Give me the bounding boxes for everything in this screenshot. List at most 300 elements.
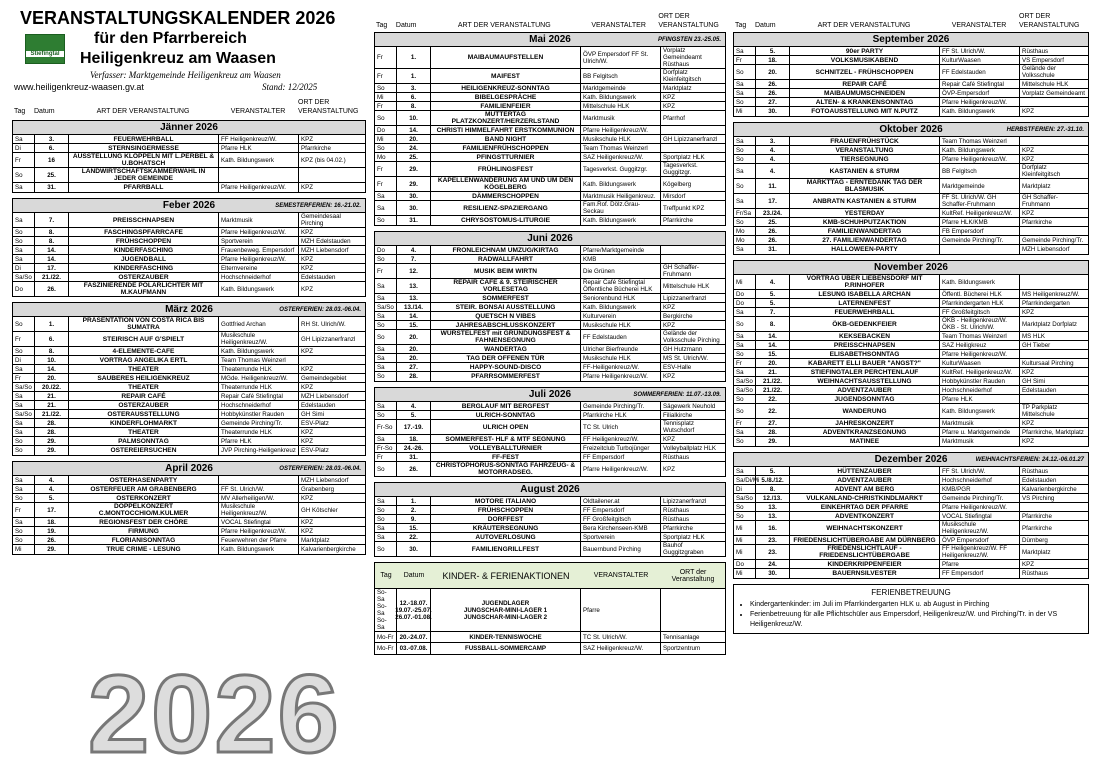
cell-veranstalter: MGde. Heiligenkreuz/W.	[219, 374, 299, 382]
cell-datum: 20.	[397, 354, 431, 362]
table-row	[375, 279, 725, 294]
cell-ort: Pfarrkirche	[663, 524, 693, 532]
table-row	[734, 299, 1088, 308]
cell-tag: So	[375, 321, 397, 329]
cell-art: PFINGSTTURNIER	[431, 153, 581, 161]
cell-art: CHRYSOSTOMUS-LITURGIE	[431, 216, 581, 225]
cell-datum: 5.	[756, 47, 790, 55]
cell-ort: KPZ	[301, 135, 314, 143]
cell-ort: KPZ	[663, 102, 676, 110]
table-row	[375, 444, 725, 453]
cell-tag: Mi	[734, 107, 756, 116]
subtitle-2: Heiligenkreuz am Waasen	[80, 50, 276, 67]
month-header	[13, 121, 365, 135]
cell-tag: Mo	[734, 227, 756, 235]
month-header	[734, 261, 1088, 275]
cell-art: STEIR. BONSAI AUSSTELLUNG	[431, 303, 581, 311]
cell-veranstalter: Pfarre u. Marktgemeinde	[940, 428, 1020, 436]
month-block	[374, 482, 726, 557]
cell-datum: 3.	[35, 135, 69, 143]
cell-art: VOLKSMUSIKABEND	[790, 56, 940, 64]
table-row	[734, 317, 1088, 332]
cell-tag: So	[734, 503, 756, 511]
table-row	[375, 372, 725, 381]
cell-ort: Pfarrkirche	[1022, 218, 1052, 226]
table-row	[13, 347, 365, 356]
cell-datum: 13./14.	[397, 303, 431, 311]
table-row	[734, 437, 1088, 446]
table-row	[13, 213, 365, 228]
cell-ort: GH Lipizzanerfranzl	[301, 335, 356, 343]
table-row	[734, 359, 1088, 368]
cell-ort: Dorfplatz Kleinfeitgitsch	[663, 69, 702, 83]
cell-tag: Sa	[375, 279, 397, 293]
cell-ort	[299, 356, 365, 364]
cell-art: BIBELGESPRÄCHE	[431, 93, 581, 101]
cell-art: TAG DER OFFENEN TÜR	[431, 354, 581, 362]
cell-tag: Mi	[734, 275, 756, 289]
cell-veranstalter: Sportverein	[581, 533, 661, 541]
cell-veranstalter: TC St. Ulrich/W.	[581, 632, 661, 642]
cell-datum: 24.	[397, 144, 431, 152]
cell-art: ADVENTZAUBER	[790, 476, 940, 484]
cell-datum: 3.	[397, 84, 431, 92]
cell-art: FLORIANISONNTAG	[69, 536, 219, 544]
cell-veranstalter: Gottfried Archan	[219, 317, 299, 331]
cell-art: FF-FEST	[431, 453, 581, 461]
table-row	[375, 93, 725, 102]
cell-datum: 29.	[35, 545, 69, 554]
cell-tag: Fr	[375, 102, 397, 110]
table-row	[375, 321, 725, 330]
table-row	[734, 485, 1088, 494]
cell-ort: TP Parkplatz Mittelschule	[1022, 404, 1058, 418]
cell-veranstalter: MV Allerheiligen/W.	[219, 494, 299, 502]
cell-ort: Marktplatz	[1022, 548, 1051, 556]
cell-veranstalter: Elternvereine	[219, 264, 299, 272]
cell-ort	[1020, 503, 1088, 511]
cell-veranstalter: Kath. Bildungswerk	[940, 275, 1020, 289]
cell-tag: Sa	[375, 192, 397, 200]
cell-ort: Edelstauden	[301, 273, 336, 281]
cell-ort	[661, 589, 725, 631]
month-header	[375, 33, 725, 47]
cell-ort: Vorplatz Gemeindeamt	[1022, 89, 1085, 97]
cell-veranstalter: Seniorenbund HLK	[581, 294, 661, 302]
cell-art: KMB-SCHUHPUTZAKTION	[790, 218, 940, 226]
cell-datum: 5.	[35, 494, 69, 502]
cell-veranstalter: Die Grünen	[581, 264, 661, 278]
cell-art: FRÜHLINGSFEST	[431, 162, 581, 176]
cell-art: DOPPELKONZERT C.MONTOCCHIO/M.KULMER	[69, 503, 219, 517]
table-row	[375, 533, 725, 542]
cell-tag: Fr	[734, 56, 756, 64]
cell-tag: Fr	[375, 69, 397, 83]
table-row	[13, 428, 365, 437]
cell-datum: 26.	[756, 89, 790, 97]
cell-veranstalter: Kath. Bildungswerk	[940, 404, 1020, 418]
big-year-2026: 2026	[88, 653, 341, 776]
cell-datum: 10.	[35, 356, 69, 364]
cell-art: KASTANIEN & STURM	[790, 164, 940, 178]
cell-tag: Sa	[13, 476, 35, 484]
cell-art: FOTOAUSSTELLUNG MIT N.PUTZ	[790, 107, 940, 116]
cell-art: FEUERWEHRBALL	[69, 135, 219, 143]
cell-ort: GH Tieber	[1022, 341, 1051, 349]
month-title: Juni 2026	[527, 233, 573, 244]
cell-veranstalter: Frauenbeweg. Empersdorf	[219, 246, 299, 254]
table-row	[13, 264, 365, 273]
cell-datum: 1.	[397, 69, 431, 83]
cell-tag: Sa/So	[13, 273, 35, 281]
cell-datum: 30.	[397, 192, 431, 200]
cell-datum: 5.	[756, 467, 790, 475]
cell-art: REPAIR CAFÉ	[69, 392, 219, 400]
cell-datum: 31.	[397, 216, 431, 225]
cell-veranstalter: Marktgemeinde	[581, 84, 661, 92]
cell-ort: Sportplatz HLK	[663, 533, 705, 541]
cell-veranstalter: Theaterrunde HLK	[219, 428, 299, 436]
cell-datum: 29.	[35, 446, 69, 455]
cell-datum: 5./8./12.	[756, 476, 790, 484]
cell-veranstalter: BB Felgitsch	[581, 69, 661, 83]
month-header	[375, 388, 725, 402]
cell-veranstalter: Musikschule Heiligenkreuz/W.	[219, 503, 299, 517]
month-block	[733, 122, 1089, 255]
cell-ort	[299, 168, 365, 182]
cell-veranstalter: KultRef. Heiligenkreuz/W.	[940, 209, 1020, 217]
cell-tag: Sa	[375, 354, 397, 362]
cell-veranstalter: Theaterrunde HLK	[219, 383, 299, 391]
cell-datum: 5.	[756, 290, 790, 298]
cell-art: SOMMERFEST	[431, 294, 581, 302]
cell-veranstalter: Musikschule HLK	[581, 354, 661, 362]
table-row	[734, 194, 1088, 209]
cell-ort	[1020, 350, 1088, 358]
cell-ort: Pfarrkindergarten	[1022, 299, 1070, 307]
cell-veranstalter: KMB/PGR	[940, 485, 1020, 493]
table-row	[13, 503, 365, 518]
month-header	[734, 33, 1088, 47]
table-row	[13, 255, 365, 264]
cell-tag: Fr	[375, 162, 397, 176]
cell-ort: Pfarrkirche	[1022, 512, 1052, 520]
cell-datum: 30.	[397, 542, 431, 556]
cell-datum: 30.	[756, 569, 790, 578]
cell-tag: Sa	[375, 363, 397, 371]
cell-ort: Gemeindegebiet	[301, 374, 347, 382]
cell-datum: 11.	[756, 179, 790, 193]
cell-veranstalter: Oldtailener.at	[581, 497, 661, 505]
cell-datum: 17.	[756, 194, 790, 208]
cell-veranstalter: Pfarre Heiligenkreuz/W.	[219, 255, 299, 263]
kinder-row	[375, 643, 725, 654]
ferienbetreuung-title: FERIENBETREUUNG	[871, 588, 951, 597]
cell-datum: 13.	[756, 512, 790, 520]
cell-datum: 7.	[35, 213, 69, 227]
cell-datum: 26.	[35, 282, 69, 296]
cell-veranstalter: VOCAL Stiefingtal	[219, 518, 299, 526]
cell-art: JAHRESABSCHLUSSKONZERT	[431, 321, 581, 329]
cell-art: LANDWIRTSCHAFTSKAMMERWAHL IN JEDER GEMEINDE	[69, 168, 219, 182]
cell-art: PRÄSENTATION VON COSTA RICA BIS SUMATRA	[69, 317, 219, 331]
cell-art: OSTERKONZERT	[69, 494, 219, 502]
table-row	[734, 89, 1088, 98]
cell-datum: 03.-07.08.	[397, 643, 431, 654]
cell-veranstalter: Gemeinde Pirching/Tr.	[219, 419, 299, 427]
cell-ort: KPZ	[1022, 146, 1035, 154]
cell-art: OSTERZAUBER	[69, 273, 219, 281]
cell-tag: Do	[375, 246, 397, 254]
table-row	[375, 135, 725, 144]
cell-veranstalter: FF Heiligenkreuz/W. FF Heiligenkreuz/W.	[940, 545, 1020, 559]
month-title: Jänner 2026	[160, 122, 218, 133]
cell-veranstalter: Kath. Bildungswerk	[581, 216, 661, 225]
table-row	[13, 317, 365, 332]
cell-ort: KPZ	[1022, 209, 1035, 217]
cell-veranstalter: Kath. Bildungswerk	[219, 153, 299, 167]
cell-tag: So	[734, 317, 756, 331]
cell-tag: So	[734, 437, 756, 446]
month-title: Juli 2026	[528, 389, 572, 400]
cell-datum: 31.	[397, 453, 431, 461]
cell-ort: KPZ	[663, 321, 676, 329]
cell-veranstalter: Pfarre	[581, 589, 661, 631]
cell-veranstalter: FF-Heiligenkreuz/W.	[581, 363, 661, 371]
cell-veranstalter: VOCAL Stiefingtal	[940, 512, 1020, 520]
cell-datum: 4.	[756, 146, 790, 154]
cell-datum: 23.	[756, 545, 790, 559]
table-row	[734, 209, 1088, 218]
cell-tag: Sa	[734, 164, 756, 178]
cell-datum: 20.	[35, 374, 69, 382]
cell-ort: Pfarrkirche, Marktplatz	[1022, 428, 1084, 436]
cell-tag: Fr	[13, 332, 35, 346]
cell-ort: KPZ	[301, 264, 314, 272]
cell-tag: Sa/So	[734, 386, 756, 394]
cell-veranstalter: KulturWaasen	[940, 56, 1020, 64]
cell-art: ELISABETHSONNTAG	[790, 350, 940, 358]
cell-tag: Fr	[375, 47, 397, 68]
cell-veranstalter: Hobbykünstler Rauden	[219, 410, 299, 418]
cell-veranstalter: Musikschule Heiligenkreuz/W.	[940, 521, 1020, 535]
cell-veranstalter: FF Heiligenkreuz/W.	[219, 135, 299, 143]
cell-art: REPAIR CAFÉ	[790, 80, 940, 88]
cell-veranstalter: Gemeinde Pirching/Tr.	[940, 494, 1020, 502]
cell-tag: Sa	[375, 524, 397, 532]
cell-datum: 15.	[397, 524, 431, 532]
cell-datum: 20.	[397, 330, 431, 344]
cell-tag: Fr	[734, 419, 756, 427]
cell-datum: 14.	[35, 255, 69, 263]
cell-tag: Sa	[375, 497, 397, 505]
table-row	[375, 515, 725, 524]
cell-datum: 3.	[756, 137, 790, 145]
cell-veranstalter: Ulricher Bierfreunde	[581, 345, 661, 353]
cell-art: FAMILIENFEIER	[431, 102, 581, 110]
cell-art: FRONLEICHNAM UMZUG/KIRTAG	[431, 246, 581, 254]
cell-veranstalter: ÖVP Empersdorf	[940, 536, 1020, 544]
cell-ort	[661, 126, 725, 134]
cell-art: JUGENDBALL	[69, 255, 219, 263]
cell-datum: 17.	[35, 503, 69, 517]
cell-datum: 29.	[756, 437, 790, 446]
cell-art: JUGENDLAGER JUNGSCHAR-MINI-LAGER 1 JUNGSCHAR-MINI-LAGER 2	[431, 589, 581, 631]
cell-ort: KPZ	[301, 228, 314, 236]
table-row	[734, 56, 1088, 65]
cell-ort: ESV-Halle	[663, 363, 692, 371]
page-title: VERANSTALTUNGSKALENDER 2026	[20, 8, 336, 28]
cell-art: WANDERUNG	[790, 404, 940, 418]
cell-tag: Sa/So	[734, 494, 756, 502]
month-block	[733, 32, 1089, 117]
month-block	[12, 461, 366, 555]
cell-ort: KPZ	[301, 285, 314, 293]
cell-art: HAPPY-SOUND-DISCO	[431, 363, 581, 371]
cell-art: FAMILIENWANDERTAG	[790, 227, 940, 235]
cell-tag: Do	[375, 126, 397, 134]
cell-tag: Sa	[13, 213, 35, 227]
cell-tag: Mo-Fr	[375, 632, 397, 642]
cell-tag: Do	[734, 299, 756, 307]
stand-date: Stand: 12/2025	[262, 82, 318, 92]
month-block	[12, 198, 366, 297]
website-link[interactable]: www.heiligenkreuz-waasen.gv.at	[14, 82, 144, 92]
cell-ort: Sportplatz HLK	[663, 153, 705, 161]
table-row	[375, 264, 725, 279]
cell-datum: 8.	[756, 317, 790, 331]
cell-veranstalter: ÖKB - Heiligenkreuz/W. ÖKB - St. Ulrich/W.	[940, 317, 1020, 331]
cell-tag: So	[375, 111, 397, 125]
cell-veranstalter: Team Thomas Weinzerl	[219, 356, 299, 364]
table-row	[13, 383, 365, 392]
table-row	[375, 312, 725, 321]
cell-datum: 22.	[397, 533, 431, 541]
cell-veranstalter: Musikschule Heiligenkreuz/W.	[219, 332, 299, 346]
table-row	[375, 542, 725, 556]
cell-ort: Sägewerk Neuhold	[663, 402, 716, 410]
table-row	[734, 419, 1088, 428]
table-row	[734, 137, 1088, 146]
cell-art: PREISSCHNAPSEN	[69, 213, 219, 227]
ferienbetreuung-item: • Ferienbetreuung für alle Pflichtschüler aus Empersdorf, Heiligenkreuz/W. und Pirching/Tr. in der VS Heiligenkreuz/W.	[750, 610, 1082, 630]
cell-tag: Mo	[375, 153, 397, 161]
cell-ort: Lipizzanerfranzl	[663, 497, 707, 505]
table-row	[734, 395, 1088, 404]
cell-tag: So	[375, 372, 397, 381]
cell-tag: So	[734, 65, 756, 79]
cell-datum: 16.	[756, 521, 790, 535]
cell-ort: VS Pirching	[1022, 494, 1055, 502]
cell-datum: 12.	[397, 264, 431, 278]
table-row	[734, 107, 1088, 116]
cell-ort: Edelstauden	[1022, 386, 1057, 394]
cell-tag: Sa/Di/Mi	[736, 476, 760, 484]
cell-veranstalter: Marktmusik	[940, 437, 1020, 446]
cell-ort: Edelstauden	[1022, 476, 1057, 484]
cell-ort: GH Kötschler	[301, 506, 338, 514]
cell-tag: So	[13, 317, 35, 331]
ferien-note: WEIHNACHTSFERIEN: 24.12.-06.01.27	[975, 457, 1084, 463]
cell-ort: GH Schaffer-Fruhmann	[1022, 194, 1058, 208]
cell-art: LESUNG ISABELLA ARCHAN	[790, 290, 940, 298]
cell-veranstalter: ÖVP Empersdorf FF St. Ulrich/W.	[581, 47, 661, 68]
cell-veranstalter: Gemeinde Pirching/Tr.	[581, 402, 661, 410]
cell-tag: So	[734, 218, 756, 226]
subtitle-1: für den Pfarrbereich	[94, 30, 247, 47]
cell-veranstalter: JVP Pirching-Heiligenkreuz	[219, 446, 299, 455]
cell-veranstalter: Repair Café Stiefingtal	[219, 392, 299, 400]
cell-tag: So	[375, 144, 397, 152]
cell-datum: 30.	[397, 201, 431, 215]
cell-ort: KPZ	[1022, 108, 1035, 115]
cell-tag: So	[734, 395, 756, 403]
author: Verfasser: Marktgemeinde Heiligenkreuz am Waasen	[90, 70, 281, 80]
cell-tag: Sa	[375, 201, 397, 215]
table-row	[375, 177, 725, 192]
cell-ort	[1020, 98, 1088, 106]
cell-datum: 7.	[756, 308, 790, 316]
cell-ort: Marktplatz	[663, 84, 692, 92]
cell-ort: KPZ	[301, 383, 314, 391]
cell-veranstalter: Kath. Bildungswerk	[581, 303, 661, 311]
cell-veranstalter: Team Thomas Weinzerl	[940, 137, 1020, 145]
cell-tag: Sa	[375, 435, 397, 443]
cell-tag: Sa/So	[13, 410, 35, 418]
cell-veranstalter: Mittelschule HLK	[581, 102, 661, 110]
cell-art: PALMSONNTAG	[69, 437, 219, 445]
cell-veranstalter: Pfarre Heiligenkreuz/W.	[940, 98, 1020, 106]
cell-ort: Rüsthaus	[1022, 467, 1049, 475]
cell-tag: So	[734, 512, 756, 520]
table-row	[375, 303, 725, 312]
cell-tag: Sa	[734, 245, 756, 254]
month-header	[13, 303, 365, 317]
cell-art: MAIBAUMUMSCHNEIDEN	[790, 89, 940, 97]
table-row	[375, 524, 725, 533]
cell-tag: Sa	[13, 401, 35, 409]
cell-veranstalter: Kath. Bildungswerk	[219, 347, 299, 355]
cell-ort: Dürnberg	[1022, 536, 1048, 544]
cell-datum: 29.	[397, 177, 431, 191]
cell-datum: 6.	[397, 93, 431, 101]
table-row	[375, 111, 725, 126]
table-row	[375, 84, 725, 93]
cell-ort: MZH Edelstauden	[301, 237, 351, 245]
cell-datum: 9.	[397, 515, 431, 523]
cell-veranstalter: Pfarrkirche HLK	[581, 411, 661, 419]
table-row	[375, 420, 725, 435]
kinder-row	[375, 589, 725, 632]
cell-datum: 28.	[756, 428, 790, 436]
cell-datum: 29.	[35, 437, 69, 445]
months-right	[733, 32, 1089, 579]
cell-datum: 28.	[35, 428, 69, 436]
cell-art: FRAUENFRÜHSTÜCK	[790, 137, 940, 145]
cell-datum: 4.	[756, 275, 790, 289]
cell-veranstalter: Kath. Bildungswerk	[940, 107, 1020, 116]
cell-art: RESILIENZ-SPAZIERGANG	[431, 201, 581, 215]
cell-ort: Marktplatz	[301, 536, 330, 544]
cell-tag: Do	[13, 282, 35, 296]
table-row	[13, 246, 365, 255]
cell-ort: Tennisanlage	[663, 633, 700, 641]
column-header: Tag Datum ART DER VERANSTALTUNG VERANSTALTER ORT DER VERANSTALTUNG	[376, 13, 719, 29]
cell-datum: 20.	[397, 345, 431, 353]
column-left	[12, 0, 366, 560]
cell-veranstalter: Pfarre Heiligenkreuz/W.	[581, 126, 661, 134]
cell-tag: Sa	[734, 341, 756, 349]
